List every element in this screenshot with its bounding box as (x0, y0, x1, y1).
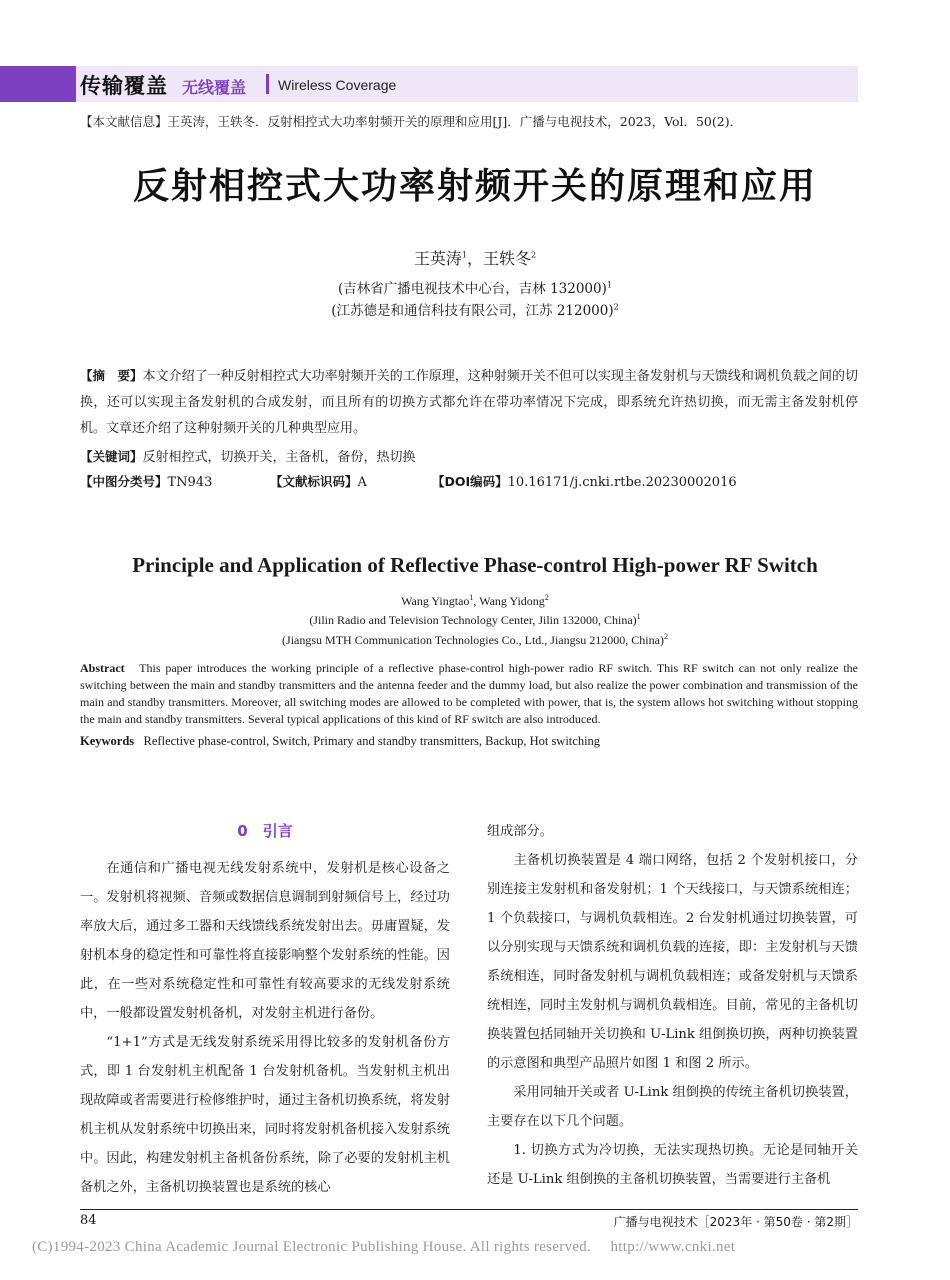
paragraph: 主备机切换装置是 4 端口网络，包括 2 个发射机接口，分别连接主发射机和备发射机；1 个天线接口，与天馈系统相连；1 个负载接口，与调机负载相连。2 台发射机通过切换装置，可以分别实现与天馈系统和调机负载的连接，即：主发射机与天馈系统相连，同时备发射机与调机负载相连；或备发射机与天馈系统相连，同时主发射机与调机负载相连。目前，常见的主备机切换装置包括同轴开关切换和 U-Link 组倒换切换，两种切换装置的示意图和典型产品照片如图 1 和图 2 所示。 (487, 853, 858, 1071)
paragraph: 在通信和广播电视无线发射系统中，发射机是核心设备之一。发射机将视频、音频或数据信息调制到射频信号上，经过功率放大后，通过多工器和天线馈线系统发射出去。毋庸置疑，发射机本身的稳定性和可靠性将直接影响整个发射系统的性能。因此，在一些对系统稳定性和可靠性有较高要求的无线发射系统中，一般都设置发射机备机，对发射主机进行备份。 (80, 861, 450, 1021)
abstract-en: Abstract This paper introduces the working principle of a reflective phase-control high-power radio RF switch. This RF switch can not only realize the switching between the main and standby transmitters and the antenna feeder and the dummy load, but also realize the power combination and transmission of the main and standby transmitters. Moreover, all switching modes are allowed to be completed with power, that is, the system allows hot switching without stopping the main and standby transmitters. Several typical applications of this kind of RF switch are also introduced. (80, 661, 859, 726)
doi-code: 【DOI编码】10.16171/j.cnki.rtbe.20230002016 (432, 474, 737, 490)
keywords-cn: 【关键词】反射相控式，切换开关，主备机，备份，热切换 (80, 449, 416, 465)
header-divider (266, 74, 269, 94)
affiliation-en-1: (Jilin Radio and Television Technology Center, Jilin 132000, China)$^1$ (309, 612, 641, 627)
authors-cn: 王英涛$^1$，王轶冬$^2$ (413, 249, 537, 268)
page-number: 84 (80, 1213, 97, 1228)
paragraph: “1+1”方式是无线发射系统采用得比较多的发射机备份方式，即 1 台发射机主机配备 1 台发射机备机。当发射机主机出现故障或者需要进行检修维护时，通过主备机切换系统，将发射机主机从发射系统中切换出来，同时将发射机备机接入发射系统中。因此，构建发射机主备机备份系统，除了必要的发射机主机备机之外，主备机切换装置也是系统的核心 (80, 1035, 450, 1195)
abstract-cn (80, 363, 858, 442)
affiliation-en-2: (Jiangsu MTH Communication Technologies Co., Ltd., Jiangsu 212000, China)$^2$ (282, 632, 668, 647)
subsection-title-en: Wireless Coverage (278, 77, 397, 93)
author-1: 王英涛 (413, 249, 462, 268)
header-accent-bar (0, 66, 76, 102)
body-column-left (80, 854, 450, 1202)
author-2: 王轶冬 (483, 249, 532, 268)
document-code: 【文献标识码】A (270, 474, 367, 490)
section-title: 传输覆盖 (80, 74, 168, 98)
subsection-title: 无线覆盖 (182, 78, 247, 97)
paragraph-continuation: 组成部分。 (487, 824, 553, 839)
keywords-en: Keywords Reflective phase-control, Switch, Primary and standby transmitters, Backup, Hot switching (80, 734, 601, 748)
authors-en: Wang Yingtao$^1$, Wang Yidong$^2$ (401, 593, 549, 608)
paper-title-en: Principle and Application of Reflective Phase-control High-power RF Switch (132, 553, 818, 577)
abstract-text: 本文介绍了一种反射相控式大功率射频开关的工作原理，这种射频开关不但可以实现主备发射机与天馈线和调机负载之间的切换，还可以实现主备发射机的合成发射，而且所有的切换方式都允许在带功率情况下完成，即系统允许热切换，而无需主备发射机停机。文章还介绍了这种射频开关的几种典型应用。 (80, 369, 858, 436)
clc-number: 【中图分类号】TN943 (80, 474, 213, 490)
paper-title: 反射相控式大功率射频开关的原理和应用 (132, 166, 817, 207)
body-column-right (487, 817, 858, 1194)
affiliation-2: (江苏德是和通信科技有限公司，江苏 212000)$^2$ (331, 302, 619, 319)
copyright-watermark: (C)1994-2023 China Academic Journal Electronic Publishing House. All rights reserved. http://www.cnki.net (32, 1239, 736, 1255)
paragraph: 1. 切换方式为冷切换，无法实现热切换。无论是同轴开关还是 U-Link 组倒换的主备机切换装置，当需要进行主备机 (487, 1143, 858, 1187)
footer-rule (80, 1209, 858, 1210)
citation-info: 【本文献信息】王英涛，王轶冬．反射相控式大功率射频开关的原理和应用[J]．广播与电视技术，2023，Vol．50(2)． (80, 114, 743, 129)
abstract-label: 【摘 要】 (80, 368, 143, 383)
affiliation-1: (吉林省广播电视技术中心台，吉林 132000)$^1$ (338, 280, 612, 297)
section-heading-introduction: 0 引言 (237, 822, 293, 840)
paragraph: 采用同轴开关或者 U-Link 组倒换的传统主备机切换装置，主要存在以下几个问题。 (487, 1085, 858, 1129)
journal-info: 广播与电视技术［2023年 · 第50卷 · 第2期］ (613, 1215, 858, 1229)
